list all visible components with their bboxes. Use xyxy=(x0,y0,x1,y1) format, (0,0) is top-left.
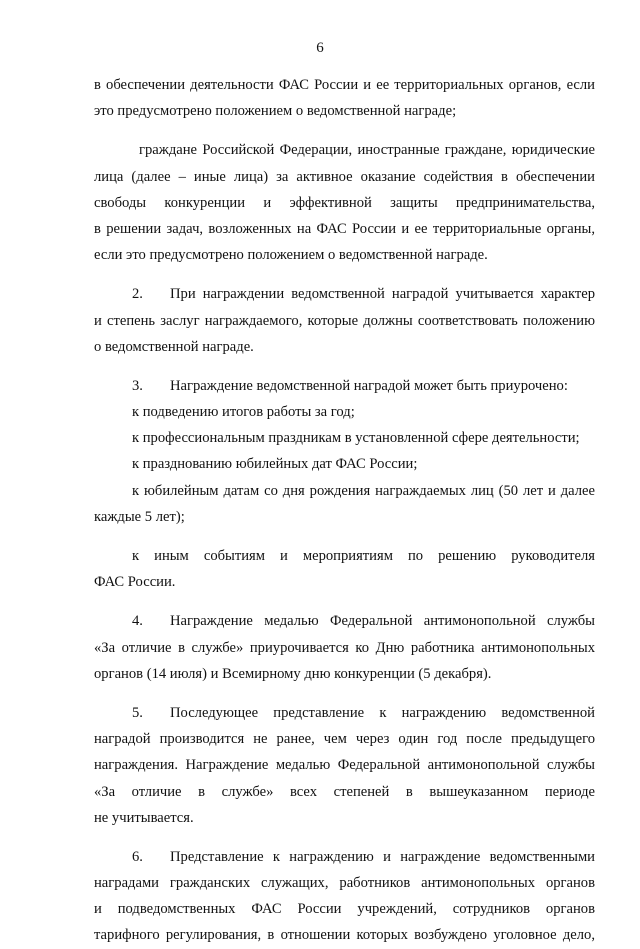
text-line: в решении задач, возложенных на ФАС России и ее территориальные органы, xyxy=(94,220,595,237)
text-line: к иным событиям и мероприятиям по решению руководителя xyxy=(132,548,595,564)
text-line xyxy=(94,844,595,870)
list-item xyxy=(94,478,595,530)
document-body xyxy=(94,72,595,949)
text-line xyxy=(94,608,595,634)
paragraph-number: 3. xyxy=(132,377,143,394)
text-line: лица (далее – иные лица) за активное оказание содействия в обеспечении xyxy=(94,168,595,185)
text-line: наградами гражданских служащих, работников антимонопольных органов xyxy=(94,875,595,892)
paragraph xyxy=(94,608,595,687)
page-number: 6 xyxy=(316,40,324,56)
text-line: и степень заслуг награждаемого, которые должны соответствовать положению xyxy=(94,312,595,329)
text-line: граждане Российской Федерации, иностранные граждане, юридические xyxy=(139,142,595,159)
list-item xyxy=(94,425,595,451)
text-line xyxy=(94,281,595,307)
text-line: награждения. Награждение медалью Федеральной антимонопольной службы xyxy=(94,757,595,774)
paragraph-number: 5. xyxy=(132,704,143,721)
list-item xyxy=(94,399,595,425)
text-line xyxy=(94,700,595,726)
paragraph-number: 2. xyxy=(132,286,143,303)
list-item xyxy=(94,543,595,595)
paragraph xyxy=(94,373,595,399)
text-line-body: Награждение ведомственной наградой может быть приурочено: xyxy=(170,377,568,394)
text-line: к профессиональным праздникам в установленной сфере деятельности; xyxy=(132,430,580,447)
text-line: к подведению итогов работы за год; xyxy=(132,404,355,421)
list-item xyxy=(94,451,595,477)
text-line-body: Последующее представление к награждению ведомственной xyxy=(170,704,595,721)
text-line-body: Представление к награждению и награждение ведомственными xyxy=(170,848,595,865)
text-line-body: Награждение медалью Федеральной антимонопольной службы xyxy=(170,613,595,630)
paragraph xyxy=(94,844,595,949)
text-line-body: При награждении ведомственной наградой учитывается характер xyxy=(170,286,595,303)
text-line: органов (14 июля) и Всемирному дню конкуренции (5 декабря). xyxy=(94,665,492,682)
text-line: это предусмотрено положением о ведомственной награде; xyxy=(94,103,457,120)
text-line: к празднованию юбилейных дат ФАС России; xyxy=(132,456,418,473)
text-line: к юбилейным датам со дня рождения награждаемых лиц (50 лет и далее xyxy=(132,482,595,499)
text-line: «За отличие в службе» всех степеней в вышеуказанном периоде xyxy=(94,783,595,800)
paragraph xyxy=(94,72,595,124)
text-line: свободы конкуренции и эффективной защиты предпринимательства, xyxy=(94,194,595,211)
paragraph xyxy=(94,281,595,360)
text-line: «За отличие в службе» приурочивается ко Дню работника антимонопольных xyxy=(94,639,595,656)
paragraph-number: 6. xyxy=(132,848,143,865)
text-line: если это предусмотрено положением о ведомственной награде. xyxy=(94,247,488,264)
text-line: каждые 5 лет); xyxy=(94,508,185,525)
paragraph xyxy=(94,137,595,268)
text-line: ФАС России. xyxy=(94,574,176,591)
text-line: о ведомственной награде. xyxy=(94,338,254,355)
text-line: в обеспечении деятельности ФАС России и ее территориальных органов, если xyxy=(94,77,595,93)
text-line: тарифного регулирования, в отношении которых возбуждено уголовное дело, xyxy=(94,927,595,944)
text-line: и подведомственных ФАС России учреждений, сотрудников органов xyxy=(94,901,595,918)
paragraph-number: 4. xyxy=(132,613,143,630)
paragraph xyxy=(94,700,595,831)
text-line: наградой производится не ранее, чем через один год после предыдущего xyxy=(94,731,595,748)
text-line: не учитывается. xyxy=(94,809,194,826)
text-line xyxy=(94,373,595,399)
